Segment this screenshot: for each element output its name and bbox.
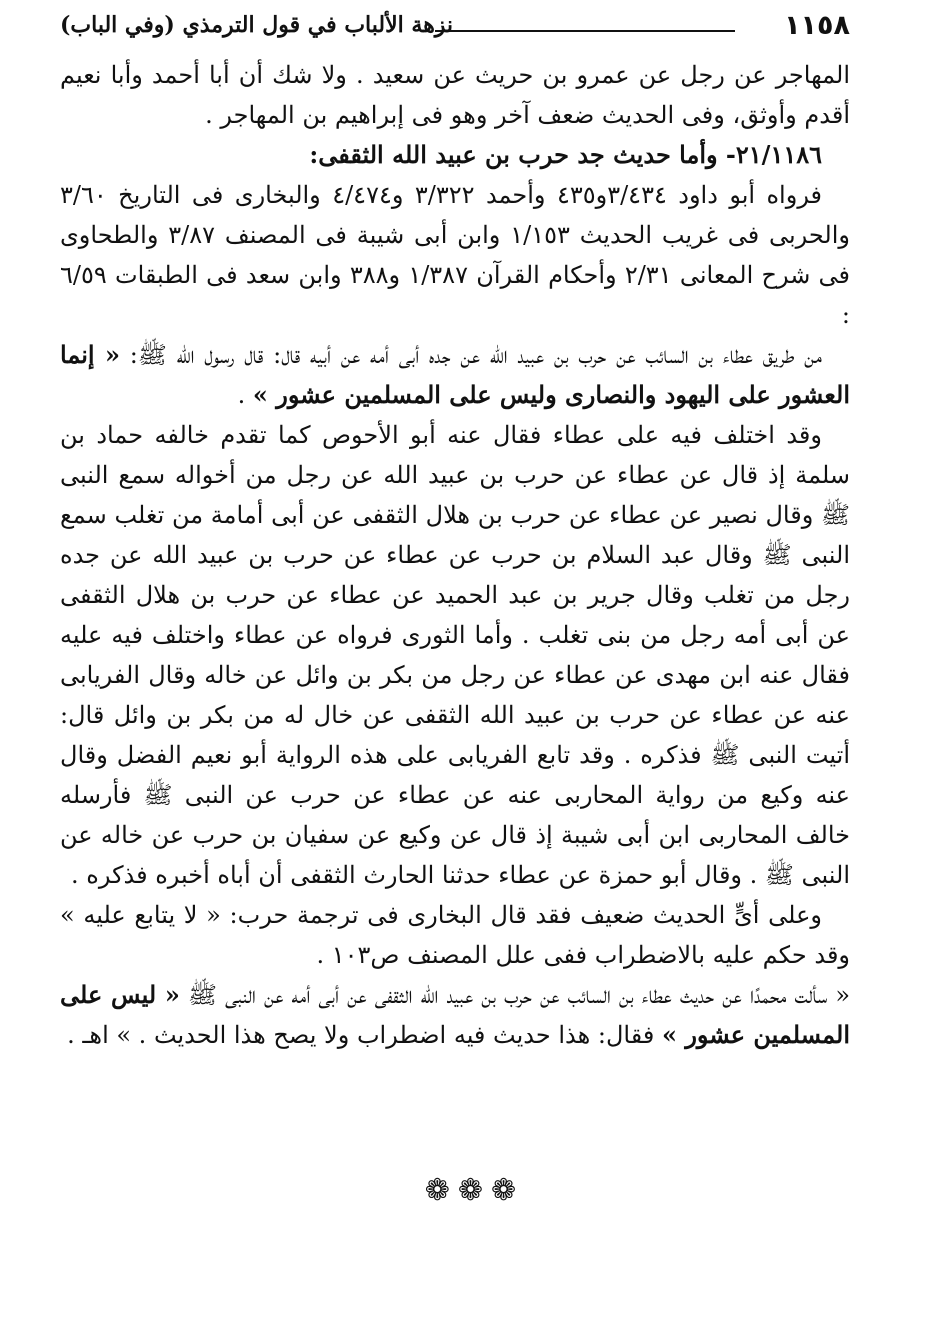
- paragraph-5: وعلى أىٍّ الحديث ضعيف فقد قال البخارى فى ترجمة حرب: « لا يتابع عليه » وقد حكم عليه بالاضطراب ففى علل المصنف ص١٠٣ .: [60, 901, 850, 969]
- running-title: نزهة الألباب في قول الترمذي (وفي الباب): [60, 12, 454, 38]
- paragraph-3: [60, 335, 850, 415]
- paragraph-6-end: فقال: هذا حديث فيه اضطراب ولا يصح هذا الحديث . » اهـ .: [67, 1021, 662, 1049]
- paragraph-2: فرواه أبو داود ٣/٤٣٤و٤٣٥ وأحمد ٣/٣٢٢ و٤/٤٧٤ والبخارى فى التاريخ ٣/٦٠ والحربى فى غريب الحديث ١/١٥٣ وابن أبى شيبة فى المصنف ٣/٨٧ والطحاوى فى شرح المعانى ٢/٣١ وأحكام القرآن ١/٣٨٧ و٣٨٨ وابن سعد فى الطبقات ٦/٥٩ :: [60, 181, 851, 329]
- section-heading: ٢١/١١٨٦- وأما حديث جد حرب بن عبيد الله الثقفى:: [309, 140, 822, 169]
- hadith-quote-2: « ليس على المسلمين عشور »: [60, 980, 850, 1049]
- paragraph-6-text: « سألت محمدًا عن حديث عطاء بن السائب عن حرب بن عبيد الله الثقفى عن أبى أمه عن النبى ﷺ: [179, 981, 851, 1009]
- body-text: [60, 55, 850, 1055]
- hadith-quote: « إنما العشور على اليهود والنصارى وليس على المسلمين عشور »: [60, 340, 850, 409]
- ornament-divider: ❁❁❁: [424, 1173, 525, 1208]
- paragraph-6: [60, 975, 850, 1055]
- paragraph-4: وقد اختلف فيه على عطاء فقال عنه أبو الأحوص كما تقدم خالفه حماد بن سلمة إذ قال عن عطاء عن حرب بن عبيد الله عن رجل من أخواله سمع النبى ﷺ وقال نصير عن عطاء عن حرب بن هلال الثقفى عن أبى أمامة من تغلب سمع النبى ﷺ وقال عبد السلام بن حرب عن عطاء عن حرب بن عبيد الله عن جده رجل من تغلب وقال جرير بن عبد الحميد عن عطاء عن حرب بن هلال الثقفى عن أبى أمه رجل من بنى تغلب . وأما الثورى فرواه عن عطاء واختلف فيه عليه فقال عنه ابن مهدى عن عطاء عن رجل من بكر بن وائل عن خاله وقال الفريابى عنه عن عطاء عن حرب بن عبيد الله الثقفى عن خال له من بكر بن وائل قال: أتيت النبى ﷺ فذكره . وقد تابع الفريابى على هذه الرواية أبو نعيم الفضل وقال عنه وكيع من رواية المحاربى عنه عن عطاء عن حرب عن النبى ﷺ فأرسله خالف المحاربى ابن أبى شيبة إذ قال عن وكيع عن سفيان بن حرب عن خاله عن النبى ﷺ . وقال أبو حمزة عن عطاء حدثنا الحارث الثقفى أن أباه أخبره فذكره .: [60, 421, 850, 889]
- header-rule: [435, 30, 735, 32]
- paragraph-3-text: من طريق عطاء بن السائب عن حرب بن عبيد الله عن جده أبى أمه عن أبيه قال: قال رسول الله ﷺ:: [120, 341, 823, 369]
- paragraph-3-end: .: [237, 381, 253, 409]
- paragraph-1: المهاجر عن رجل عن عمرو بن حريث عن سعيد . ولا شك أن أبا أحمد وأبا نعيم أقدم وأوثق، وفى الحديث ضعف آخر وهو فى إبراهيم بن المهاجر .: [60, 61, 850, 129]
- page-number: ١١٥٨: [784, 10, 850, 41]
- page-header: [60, 6, 850, 46]
